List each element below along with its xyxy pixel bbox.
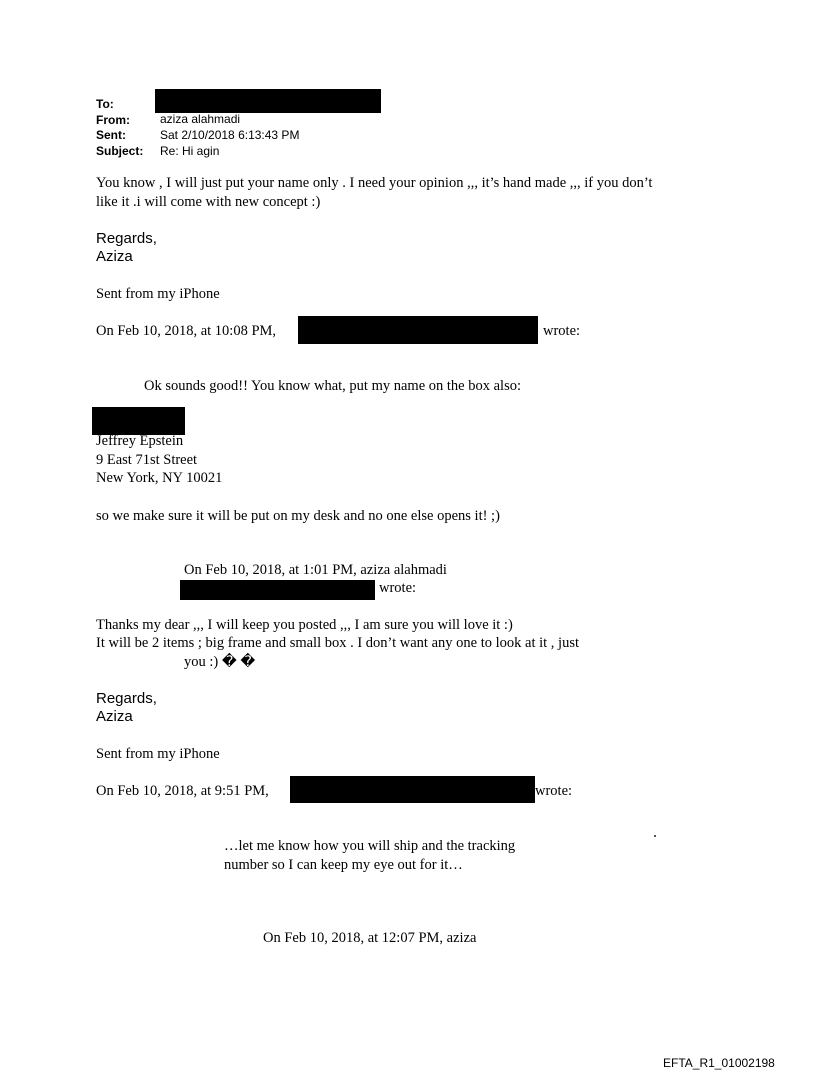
quote-3-line-2: number so I can keep my eye out for it… <box>224 857 463 873</box>
address-street: 9 East 71st Street <box>96 452 198 468</box>
redaction-bar-email-3 <box>290 776 535 803</box>
signature-name: Aziza <box>96 248 133 265</box>
redaction-bar-email-2 <box>180 580 375 600</box>
message-line-1: You know , I will just put your name only . I need your opinion ,,, it’s hand made ,,, if you don’t <box>96 175 653 191</box>
speck-mark <box>654 835 656 837</box>
to-label: To: <box>96 97 114 111</box>
signature-name-2: Aziza <box>96 708 133 725</box>
quote-body-1: Ok sounds good!! You know what, put my name on the box also: <box>144 378 521 394</box>
quote-wrote-2: wrote: <box>379 580 417 596</box>
from-label: From: <box>96 113 130 127</box>
sent-label: Sent: <box>96 128 126 142</box>
address-name: Jeffrey Epstein <box>96 433 184 449</box>
quote-3-line-1: …let me know how you will ship and the tracking <box>224 838 516 854</box>
quote-2-line-2: It will be 2 items ; big frame and small box . I don’t want any one to look at it , just <box>96 635 579 651</box>
redaction-bar-address <box>92 407 185 435</box>
regards-text-2: Regards, <box>96 690 157 707</box>
quote-2-line-3: you :) � � <box>184 654 256 670</box>
message-line-2: like it .i will come with new concept :) <box>96 194 321 210</box>
subject-label: Subject: <box>96 144 144 158</box>
quote-attribution-3: On Feb 10, 2018, at 9:51 PM, <box>96 783 269 799</box>
quote-wrote-3: wrote: <box>535 783 573 799</box>
quote-wrote-1: wrote: <box>543 323 581 339</box>
address-city: New York, NY 10021 <box>96 470 223 486</box>
from-value: aziza alahmadi <box>160 112 241 126</box>
quote-closing-1: so we make sure it will be put on my desk and no one else opens it! ;) <box>96 508 500 524</box>
quote-attribution-2: On Feb 10, 2018, at 1:01 PM, aziza alahmadi <box>184 562 447 578</box>
sent-from-iphone: Sent from my iPhone <box>96 286 220 302</box>
quote-attribution-1: On Feb 10, 2018, at 10:08 PM, <box>96 323 277 339</box>
quote-2-line-1: Thanks my dear ,,, I will keep you posted ,,, I am sure you will love it :) <box>96 617 513 633</box>
quote-attribution-4: On Feb 10, 2018, at 12:07 PM, aziza <box>263 930 477 946</box>
redaction-bar-email-1 <box>298 316 538 344</box>
redaction-bar-to <box>155 89 381 113</box>
sent-from-iphone-2: Sent from my iPhone <box>96 746 220 762</box>
subject-value: Re: Hi agin <box>160 144 220 158</box>
sent-value: Sat 2/10/2018 6:13:43 PM <box>160 128 300 142</box>
document-id: EFTA_R1_01002198 <box>663 1056 775 1070</box>
regards-text: Regards, <box>96 230 157 247</box>
